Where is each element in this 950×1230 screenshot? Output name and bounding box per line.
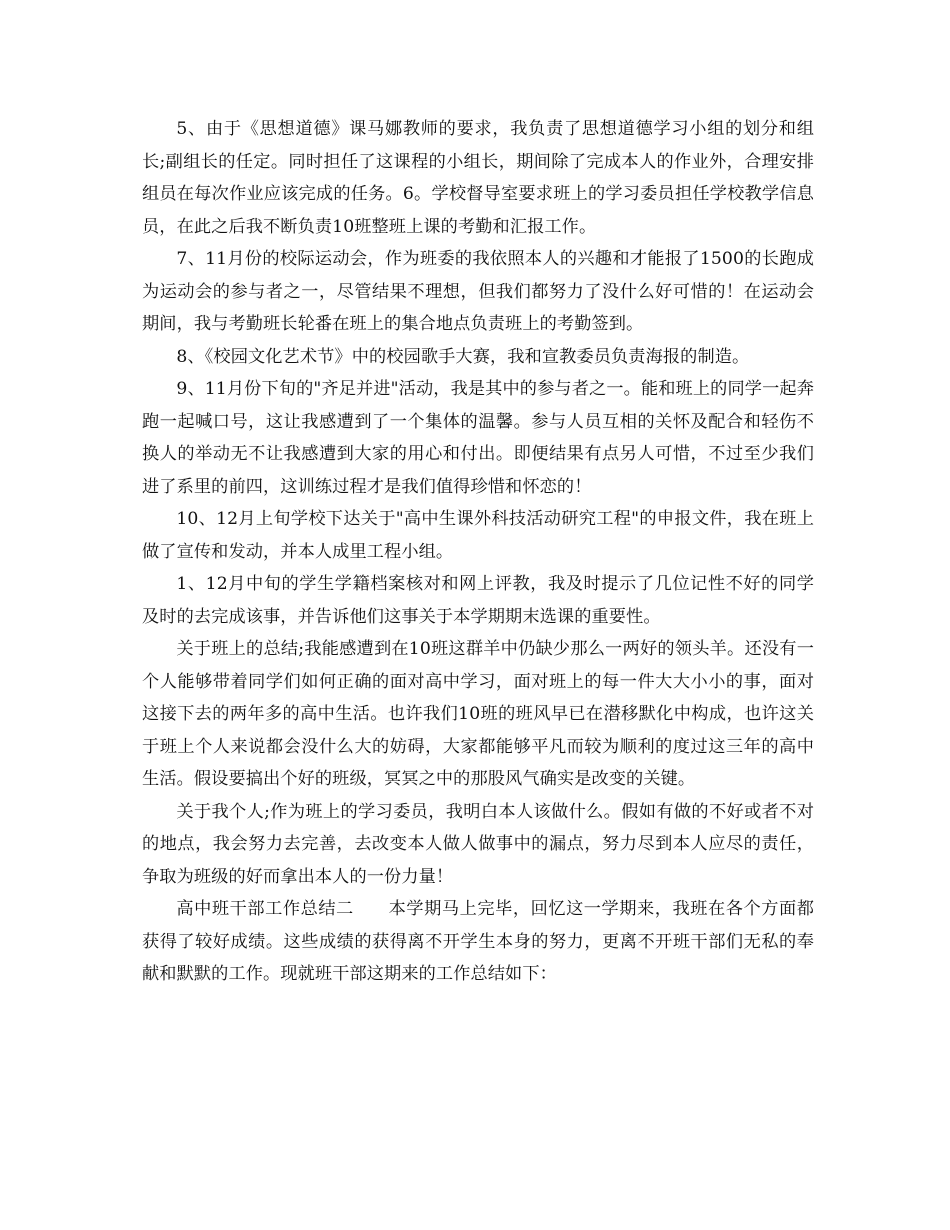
paragraph-3: 8、《校园文化艺术节》中的校园歌手大赛，我和宣教委员负责海报的制造。 (176, 346, 750, 367)
paragraph-6: 1、12月中旬的学生学籍档案核对和网上评教，我及时提示了几位记性不好的同学及时的去完成该事，并告诉他们这事关于本学期期末选课的重要性。 (142, 574, 814, 627)
paragraph-2: 7、11月份的校际运动会，作为班委的我依照本人的兴趣和才能报了1500的长跑成为运动会的参与者之一，尽管结果不理想，但我们都努力了没什么好可惜的！在运动会期间，我与考勤班长轮番在班上的集合地点负责班上的考勤签到。 (142, 249, 814, 334)
section-heading: 高中班干部工作总结二 (176, 899, 354, 919)
document-body (142, 113, 814, 991)
paragraph-8: 关于我个人;作为班上的学习委员，我明白本人该做什么。假如有做的不好或者不对的地点，我会努力去完善，去改变本人做人做事中的漏点，努力尽到本人应尽的责任，争取为班级的好而拿出本人的一份力量！ (142, 801, 814, 887)
paragraph-7: 关于班上的总结;我能感遭到在10班这群羊中仍缺少那么一两好的领头羊。还没有一个人能够带着同学们如何正确的面对高中学习，面对班上的每一件大大小小的事，面对这接下去的两年多的高中生活。也许我们10班的班风早已在潜移默化中构成，也许这关于班上个人来说都会没什么大的妨碍，大家都能够平凡而较为顺利的度过这三年的高中生活。假设要搞出个好的班级，冥冥之中的那股风气确实是改变的关键。 (142, 639, 814, 789)
paragraph-1: 5、由于《思想道德》课马娜教师的要求，我负责了思想道德学习小组的划分和组长;副组长的任定。同时担任了这课程的小组长，期间除了完成本人的作业外，合理安排组员在每次作业应该完成的任务。6。学校督导室要求班上的学习委员担任学校教学信息员，在此之后我不断负责10班整班上课的考勤和汇报工作。 (142, 119, 814, 237)
paragraph-9 (142, 893, 814, 991)
paragraph-4: 9、11月份下旬的"齐足并进"活动，我是其中的参与者之一。能和班上的同学一起奔跑一起喊口号，这让我感遭到了一个集体的温馨。参与人员互相的关怀及配合和轻伤不换人的举动无不让我感遭到大家的用心和付出。即便结果有点另人可惜，不过至少我们进了系里的前四，这训练过程才是我们值得珍惜和怀恋的！ (142, 379, 814, 497)
paragraph-5: 10、12月上旬学校下达关于"高中生课外科技活动研究工程"的申报文件，我在班上做了宣传和发动，并本人成里工程小组。 (142, 509, 814, 562)
section-intro-text: 本学期马上完毕，回忆这一学期来，我班在各个方面都获得了较好成绩。这些成绩的获得离不开学生本身的努力，更离不开班干部们无私的奉献和默默的工作。现就班干部这期来的工作总结如下： (142, 899, 814, 984)
